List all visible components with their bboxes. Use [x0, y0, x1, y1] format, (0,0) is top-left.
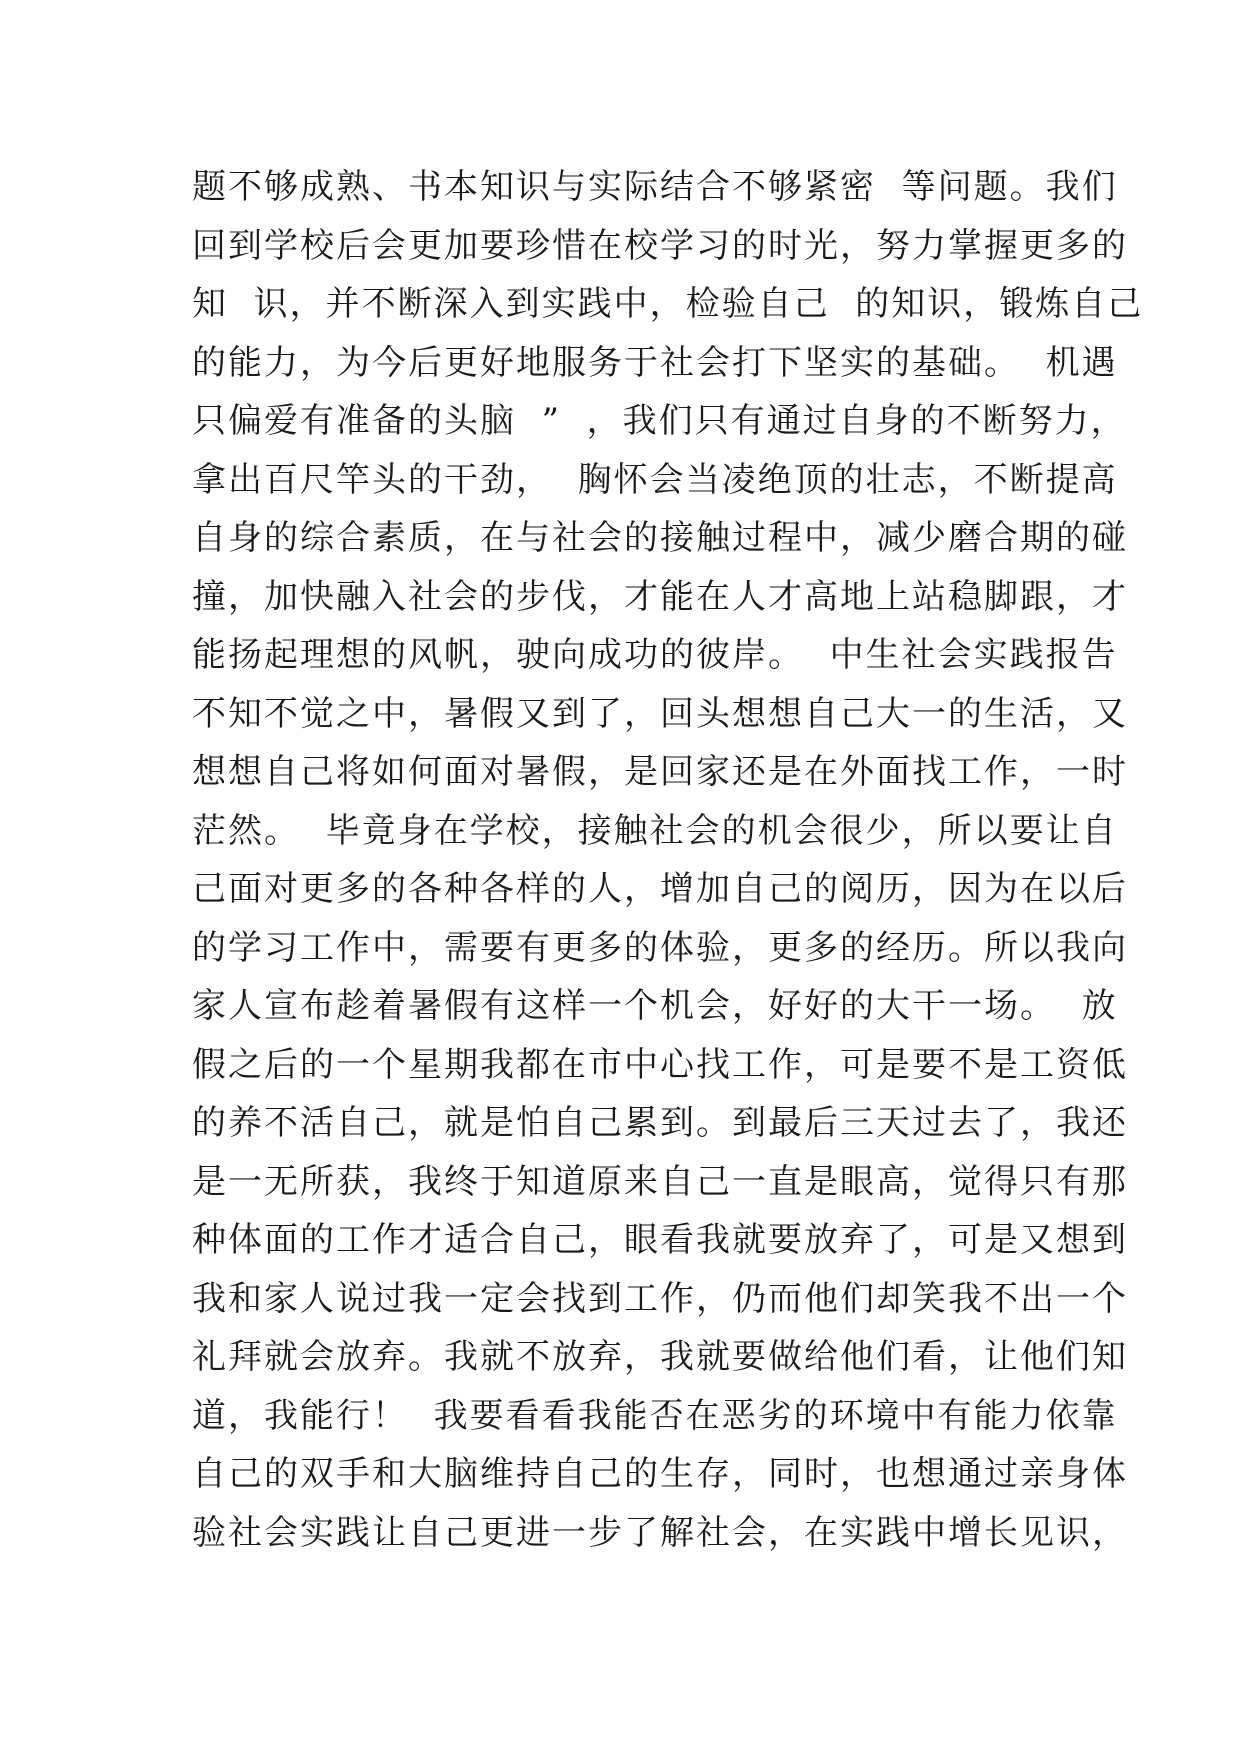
text-line: 茫然。 毕竟身在学校，接触社会的机会很少，所以要让自 [192, 810, 1118, 851]
text-line: 礼拜就会放弃。我就不放弃，我就要做给他们看，让他们知 [192, 1337, 1128, 1377]
text-line: 回到学校后会更加要珍惜在校学习的时光，努力掌握更多的 [192, 225, 1128, 266]
text-line: 题不够成熟、书本知识与实际结合不够紧密 等问题。我们 [192, 167, 1118, 207]
text-line: 我和家人说过我一定会找到工作，仍而他们却笑我不出一个 [192, 1278, 1128, 1319]
text-line: 的养不活自己，就是怕自己累到。到最后三天过去了，我还 [192, 1103, 1128, 1143]
text-line: 能扬起理想的风帆，驶向成功的彼岸。 中生社会实践报告 [192, 635, 1118, 675]
text-line: 知 识，并不断深入到实践中，检验自己 的知识，锻炼自己 [192, 284, 1144, 324]
text-line: 验社会实践让自己更进一步了解社会，在实践中增长见识， [192, 1512, 1128, 1553]
text-line: 是一无所获，我终于知道原来自己一直是眼高，觉得只有那 [192, 1161, 1128, 1202]
text-line: 种体面的工作才适合自己，眼看我就要放弃了，可是又想到 [192, 1220, 1128, 1260]
text-line: 只偏爱有准备的头脑 ” ，我们只有通过自身的不断努力， [192, 401, 1127, 441]
text-line: 己面对更多的各种各样的人，增加自己的阅历，因为在以后 [192, 869, 1128, 909]
text-line: 撞，加快融入社会的步伐，才能在人才高地上站稳脚跟，才 [192, 576, 1128, 617]
text-line: 的能力，为今后更好地服务于社会打下坚实的基础。 机遇 [192, 342, 1118, 383]
text-line: 不知不觉之中，暑假又到了，回头想想自己大一的生活，又 [192, 693, 1128, 734]
text-line: 自身的综合素质，在与社会的接触过程中，减少磨合期的碰 [192, 518, 1128, 558]
text-line: 家人宣布趁着暑假有这样一个机会，好好的大干一场。 放 [192, 986, 1118, 1026]
text-line: 自己的双手和大脑维持自己的生存，同时，也想通过亲身体 [192, 1454, 1128, 1494]
text-line: 拿出百尺竿头的干劲， 胸怀会当凌绝顶的壮志，不断提高 [192, 459, 1118, 500]
text-line: 的学习工作中，需要有更多的体验，更多的经历。所以我向 [192, 927, 1128, 968]
body-text [192, 158, 1144, 1562]
text-line: 道，我能行！ 我要看看我能否在恶劣的环境中有能力依靠 [192, 1395, 1118, 1436]
text-line: 想想自己将如何面对暑假，是回家还是在外面找工作，一时 [192, 752, 1128, 792]
text-line: 假之后的一个星期我都在市中心找工作，可是要不是工资低 [192, 1044, 1128, 1085]
